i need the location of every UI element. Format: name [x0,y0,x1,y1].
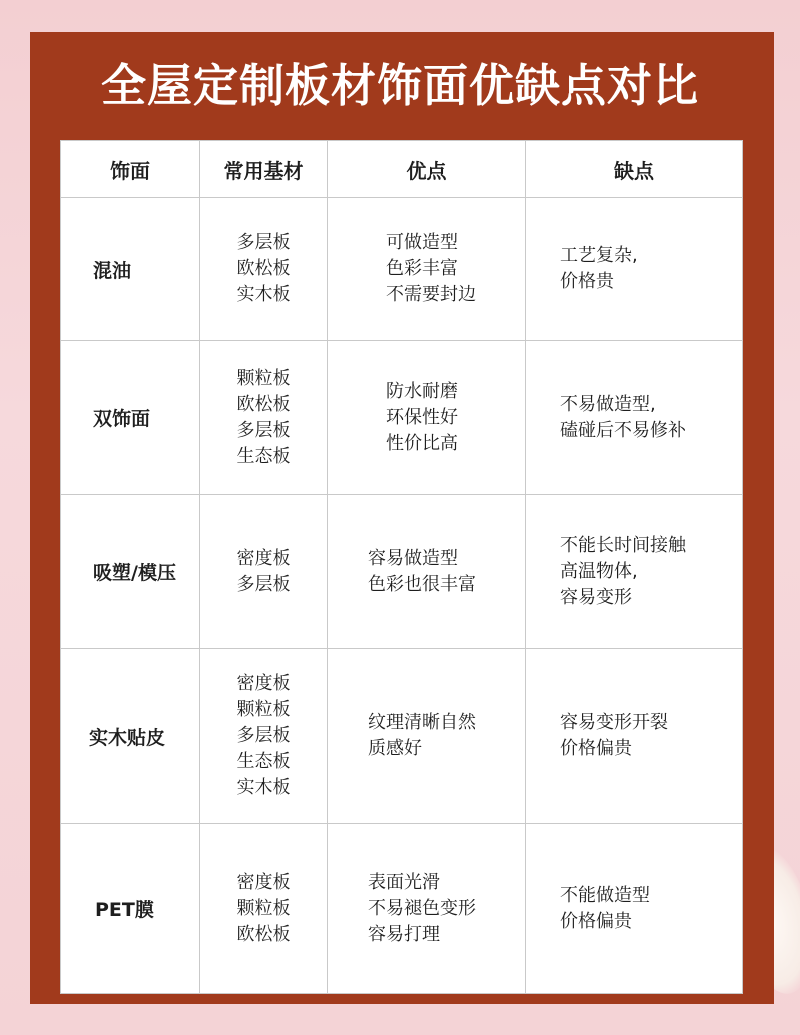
cons-item: 不易做造型, [560,393,656,415]
pros-cell [328,649,526,824]
pros-item: 色彩也很丰富 [368,573,476,595]
comparison-table [60,140,743,994]
material-item: 多层板 [236,232,291,253]
cons-item: 价格偏贵 [560,910,632,932]
table-row [61,341,743,495]
base-materials [200,198,328,341]
pros-item: 容易做造型 [368,547,458,569]
cons-item: 磕碰后不易修补 [560,419,686,441]
cons-item: 工艺复杂, [560,245,638,266]
base-materials [200,824,328,994]
material-item: 欧松板 [236,393,291,415]
cons-cell [526,649,743,824]
page-title: 全屋定制板材饰面优缺点对比 [100,59,699,112]
table-row [61,495,743,649]
material-item: 多层板 [236,419,291,441]
pros-cell [328,495,526,649]
table-row [61,824,743,994]
material-item: 多层板 [236,725,291,746]
cons-item: 高温物体, [560,560,638,582]
header-pros: 优点 [328,141,526,198]
pros-item: 不需要封边 [386,284,476,305]
material-item: 生态板 [236,445,291,467]
material-item: 密度板 [236,673,291,694]
base-materials [200,495,328,649]
material-item: 密度板 [236,871,291,893]
cons-item: 价格偏贵 [560,738,632,759]
material-item: 实木板 [236,284,291,305]
material-item: 生态板 [236,751,291,772]
pros-item: 不易褪色变形 [368,897,476,919]
header-base-material: 常用基材 [200,141,328,198]
pros-item: 环保性好 [386,406,458,428]
cons-cell [526,198,743,341]
pros-item: 容易打理 [368,923,440,945]
cons-item: 不能长时间接触 [560,534,686,556]
pros-cell [328,341,526,495]
pros-item: 防水耐磨 [386,380,458,402]
header-finish: 饰面 [61,141,200,198]
cons-item: 不能做造型 [560,884,650,906]
cons-cell [526,341,743,495]
material-item: 欧松板 [236,923,291,945]
material-item: 颗粒板 [236,897,291,919]
finish-name: PET膜 [61,824,200,994]
cons-cell [526,824,743,994]
material-item: 密度板 [236,547,291,569]
finish-name: 双饰面 [61,341,200,495]
finish-name: 吸塑/模压 [61,495,200,649]
table-row [61,198,743,341]
header-cons: 缺点 [526,141,743,198]
base-materials [200,649,328,824]
cons-item: 容易变形开裂 [560,712,668,733]
material-item: 欧松板 [236,258,291,279]
material-item: 颗粒板 [236,699,291,720]
pros-cell [328,824,526,994]
pros-item: 性价比高 [386,432,458,454]
header-row [61,141,743,198]
pros-item: 色彩丰富 [386,258,458,279]
finish-name: 混油 [61,198,200,341]
pros-item: 表面光滑 [368,871,440,893]
table-row [61,649,743,824]
material-item: 实木板 [236,777,291,798]
cons-item: 价格贵 [560,271,614,292]
cons-item: 容易变形 [560,586,632,608]
pros-item: 纹理清晰自然 [368,712,476,733]
material-item: 多层板 [236,573,291,595]
pros-item: 可做造型 [386,232,458,253]
base-materials [200,341,328,495]
finish-name: 实木贴皮 [61,649,200,824]
cons-cell [526,495,743,649]
pros-cell [328,198,526,341]
pros-item: 质感好 [368,738,422,759]
material-item: 颗粒板 [236,367,291,389]
